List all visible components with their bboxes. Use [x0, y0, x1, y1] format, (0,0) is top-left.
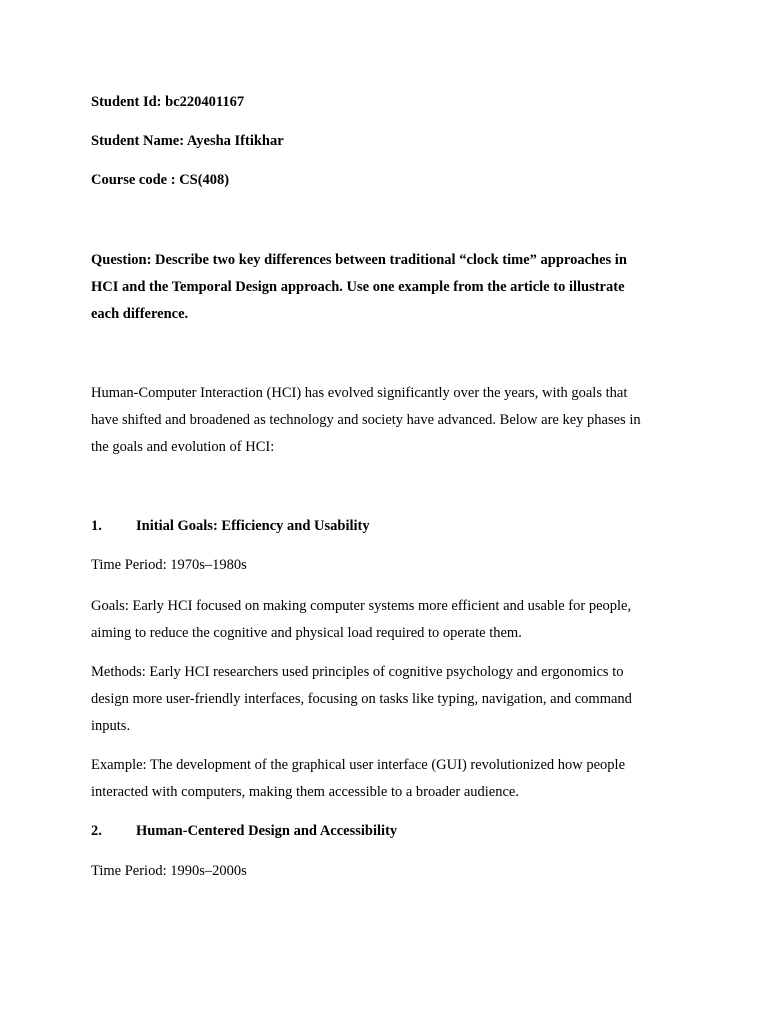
section-number: 2.	[91, 823, 102, 839]
course-code: Course code : CS(408)	[91, 172, 230, 188]
methods-line: design more user-friendly interfaces, focusing on tasks like typing, navigation, and command	[91, 691, 632, 707]
goals-line: Goals: Early HCI focused on making computer systems more efficient and usable for people,	[91, 598, 632, 614]
goals-line: aiming to reduce the cognitive and physical load required to operate them.	[91, 625, 522, 641]
intro-line: have shifted and broadened as technology and society have advanced. Below are key phases in	[91, 412, 641, 428]
example-line: interacted with computers, making them accessible to a broader audience.	[91, 784, 519, 800]
example-line: Example: The development of the graphical user interface (GUI) revolutionized how people	[91, 757, 626, 773]
time-period: Time Period: 1990s–2000s	[91, 863, 247, 879]
section-heading: Initial Goals: Efficiency and Usability	[136, 518, 370, 534]
methods-line: Methods: Early HCI researchers used principles of cognitive psychology and ergonomics to	[91, 664, 624, 680]
question-line: each difference.	[91, 306, 189, 322]
intro-line: the goals and evolution of HCI:	[91, 439, 275, 455]
methods-line: inputs.	[91, 718, 131, 734]
student-name: Student Name: Ayesha Iftikhar	[91, 133, 284, 149]
question-line: HCI and the Temporal Design approach. Use one example from the article to illustrate	[91, 279, 625, 295]
student-id: Student Id: bc220401167	[91, 94, 245, 110]
time-period: Time Period: 1970s–1980s	[91, 557, 247, 573]
section-heading: Human-Centered Design and Accessibility	[136, 823, 398, 839]
section-number: 1.	[91, 518, 102, 534]
question-line: Question: Describe two key differences between traditional “clock time” approaches in	[91, 252, 627, 268]
intro-line: Human-Computer Interaction (HCI) has evolved significantly over the years, with goals that	[91, 385, 628, 401]
